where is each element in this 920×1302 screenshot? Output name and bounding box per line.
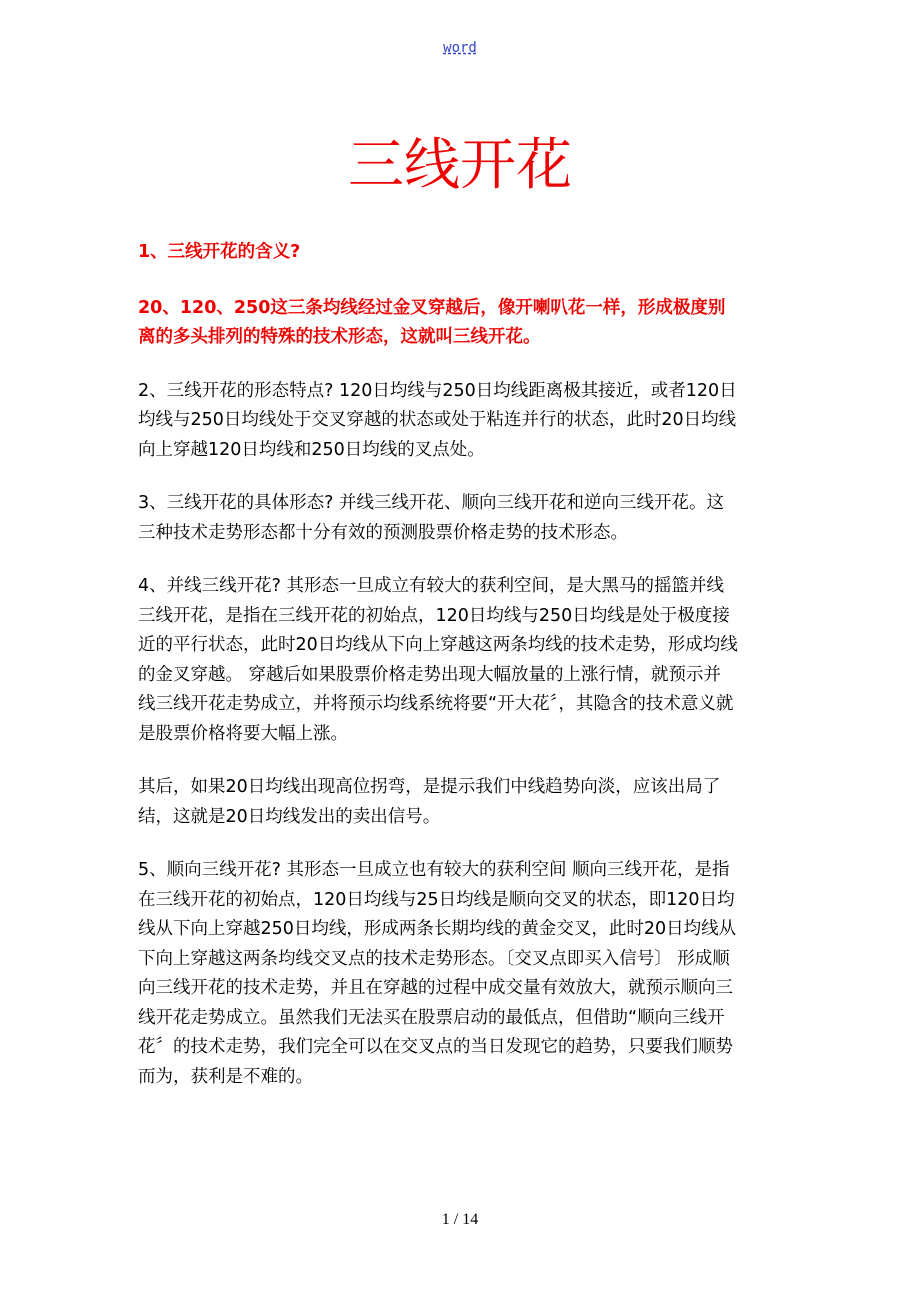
section-1-heading: 1、三线开花的含义? bbox=[138, 242, 301, 262]
section-5-paragraph: 5、顺向三线开花? 其形态一旦成立也有较大的获利空间 顺向三线开花，是指在三线开花的初始点，120日均线与25日均线是顺向交叉的状态，即120日均线从下向上穿越250日均线，形成两条长期均线的黄金交叉，此时20日均线从下向上穿越这两条均线交叉点的技术走势形态。〔交叉点即买入信号〕 形成顺向三线开花的技术走势，并且在穿越的过程中成交量有效放大，就预示顺向三线开花走势成立。虽然我们无法买在股票启动的最低点，但借助“顺向三线开花〞的技术走势，我们完全可以在交叉点的当日发现它的趋势，只要我们顺势而为，获利是不难的。 bbox=[138, 860, 737, 1087]
section-2-paragraph: 2、三线开花的形态特点? 120日均线与250日均线距离极其接近，或者120日均线与250日均线处于交叉穿越的状态或处于粘连并行的状态，此时20日均线向上穿越120日均线和250日均线的叉点处。 bbox=[138, 380, 737, 460]
section-3-paragraph: 3、三线开花的具体形态? 并线三线开花、顺向三线开花和逆向三线开花。这三种技术走势形态都十分有效的预测股票价格走势的技术形态。 bbox=[138, 493, 724, 543]
sell-signal-paragraph: 其后，如果20日均线出现高位拐弯，是提示我们中线趋势向淡，应该出局了结，这就是20日均线发出的卖出信号。 bbox=[138, 777, 721, 827]
document-title: 三线开花 bbox=[348, 133, 572, 198]
section-4-paragraph: 4、并线三线开花? 其形态一旦成立有较大的获利空间，是大黑马的摇篮并线三线开花，是指在三线开花的初始点，120日均线与250日均线是处于极度接近的平行状态，此时20日均线从下向上穿越这两条均线的技术走势，形成均线的金叉穿越。 穿越后如果股票价格走势出现大幅放量的上涨行情，就预示并线三线开花走势成立，并将预示均线系统将要“开大花〞，其隐含的技术意义就是股票价格将要大幅上涨。 bbox=[138, 576, 738, 744]
section-1-definition: 20、120、250这三条均线经过金叉穿越后，像开喇叭花一样，形成极度别离的多头排列的特殊的技术形态，这就叫三线开花。 bbox=[138, 297, 726, 347]
page-number: 1 / 14 bbox=[441, 1211, 479, 1228]
header-word-link[interactable]: word bbox=[443, 40, 477, 56]
document-body bbox=[138, 238, 738, 1116]
